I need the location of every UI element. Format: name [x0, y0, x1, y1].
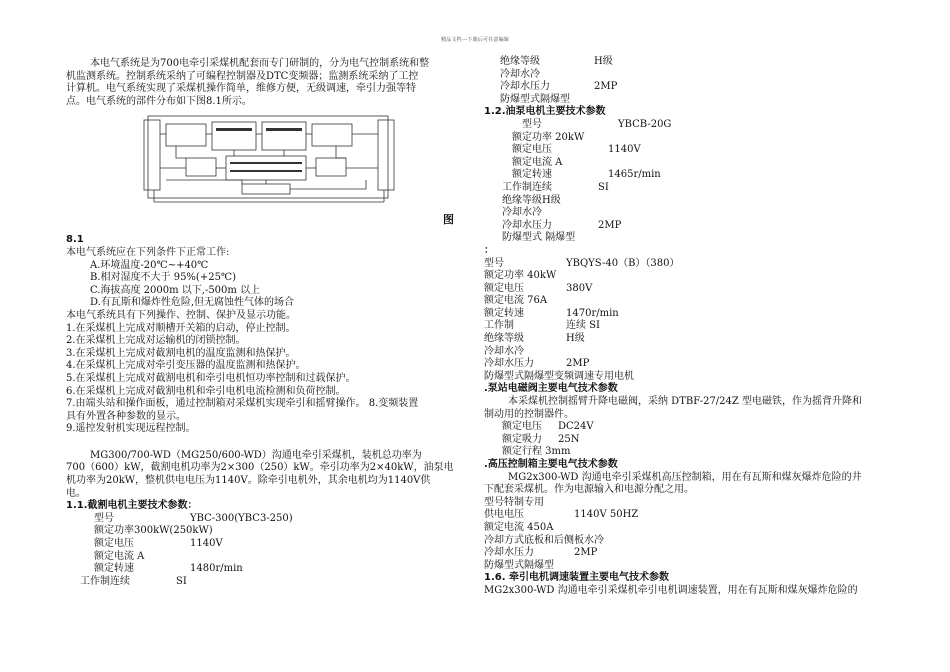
model-paragraph-line: 700（600）kW，截割电机功率为2×300（250）kW。牵引功率为2×40kW，油泵电: [66, 462, 454, 474]
function-item: 7.由端头站和操作面板，通过控制箱对采煤机实现牵引和摇臂操作。 8.变频装置: [66, 398, 419, 410]
param-value: YBQYS-40（B）（380）: [566, 257, 680, 269]
param-key: 绝缘等级H级: [502, 194, 561, 206]
param-key: 冷却水压力: [500, 81, 550, 93]
param-key: 额定功率 40kW: [484, 270, 557, 282]
param-value: 1140V 50HZ: [574, 509, 639, 521]
function-item: 5.在采煤机上完成对截割电机和牵引电机恒功率控制和过载保护。: [66, 372, 356, 384]
param-value: 2MP: [574, 547, 598, 559]
param-key: 额定功率300kW(250kW): [94, 525, 213, 537]
param-key: 供电电压: [484, 509, 524, 521]
param-key: 冷却方式底板和后侧板水冷: [484, 534, 604, 546]
param-key: 绝缘等级: [500, 56, 540, 67]
param-value: YBC-300(YBC3-250): [190, 512, 293, 524]
param-row: [484, 509, 904, 522]
param-row: [66, 551, 468, 564]
param-key: 冷却水压力: [502, 219, 552, 231]
section-1-6-title: 1.6. 牵引电机调速装置主要电气技术参数: [484, 572, 669, 584]
section-1-4-params: [484, 421, 904, 459]
param-key: 工作制: [484, 320, 514, 332]
intro-line: 本电气系统是为700电牵引采煤机配套而专门研制的，分为电气控制系统和整: [90, 58, 430, 69]
param-key: 额定功率 20kW: [512, 131, 585, 143]
param-key: 额定电压: [502, 421, 542, 433]
param-key: 防爆型式隔爆型: [500, 93, 570, 105]
section-1-3-title: ：: [484, 244, 494, 256]
param-row: [66, 576, 468, 589]
param-value: H级: [566, 333, 585, 345]
param-key: 冷却水压力: [484, 358, 534, 370]
param-row: [66, 525, 468, 538]
param-row: [66, 563, 468, 576]
condition-item: B.相对湿度不大于 95%(+25℃): [90, 272, 237, 284]
param-key: 额定电流 450A: [484, 521, 554, 533]
param-row: [484, 358, 904, 371]
intro-line: 计算机。电气系统实现了采煤机操作简单，维修方便，无级调速，牵引力强等特: [66, 83, 416, 95]
param-row: [484, 144, 904, 157]
param-value: H级: [594, 56, 613, 67]
param-value: 1465r/min: [608, 169, 661, 181]
param-row: [484, 535, 904, 548]
param-key: 额定转速: [94, 563, 134, 575]
param-value: SI: [176, 575, 187, 587]
section-1-4-para: 制动用的控制器件。: [484, 408, 574, 420]
layout-diagram-svg: [66, 110, 468, 228]
section-1-2-params: [484, 119, 904, 245]
param-row: [484, 220, 904, 233]
param-row: [500, 69, 904, 82]
param-row: [484, 258, 904, 271]
left-column: [66, 56, 468, 588]
param-key: 额定行程 3mm: [502, 446, 571, 458]
param-row: [500, 94, 904, 107]
section-1-3-params: [484, 258, 904, 384]
param-row: [484, 283, 904, 296]
param-row: [484, 182, 904, 195]
param-value: 25N: [558, 433, 580, 445]
param-row: [484, 132, 904, 145]
param-key: 冷却水冷: [484, 345, 524, 357]
function-item: 2.在采煤机上完成对运输机的闭锁控制。: [66, 335, 246, 347]
param-value: 1140V: [608, 144, 641, 156]
param-row: [66, 538, 468, 551]
function-item: 1.在采煤机上完成对顺槽开关箱的启动，停止控制。: [66, 322, 296, 334]
section-1-1-params: [66, 513, 468, 589]
function-item: 9.遥控发射机实现远程控制。: [66, 423, 196, 435]
param-key: 防爆型式隔爆型变频调速专用电机: [484, 370, 634, 382]
param-value: 2MP: [566, 358, 590, 370]
function-item: 6.在采煤机上完成对截割电机和牵引电机电流检测和负荷控制。: [66, 385, 346, 397]
model-paragraph-line: 机功率为20kW，整机供电电压为1140V。除牵引电机外，其余电机均为1140V供: [66, 475, 431, 487]
param-row: [484, 119, 904, 132]
intro-line: 点。电气系统的部件分布如下图8.1所示。: [66, 95, 252, 107]
figure-label: 图: [443, 213, 454, 227]
section-1-2-title: 1.2.油泵电机主要技术参数: [484, 106, 606, 118]
param-key: 工作制连续: [80, 575, 130, 587]
condition-item: A.环境温度-20℃~+40℃: [90, 259, 209, 271]
condition-item: D.有瓦斯和爆炸性危险,但无腐蚀性气体的场合: [90, 297, 295, 309]
conditions-intro: 本电气系统应在下列条件下正常工作:: [66, 246, 230, 258]
param-key: 额定电流 A: [94, 550, 145, 562]
param-value: 380V: [566, 282, 593, 294]
param-key: 冷却水压力: [484, 547, 534, 559]
param-value: YBCB-20G: [618, 118, 672, 130]
param-row: [500, 81, 904, 94]
param-row: [484, 320, 904, 333]
param-key: 额定电压: [94, 538, 134, 550]
section-1-1-title: 1.1.截割电机主要技术参数：: [66, 500, 198, 512]
param-row: [484, 560, 904, 573]
param-row: [484, 157, 904, 170]
function-item: 4.在采煤机上完成对牵引变压器的温度监测和热保护。: [66, 360, 306, 372]
param-key: 型号: [484, 257, 504, 269]
param-row: [66, 513, 468, 526]
param-row: [484, 371, 904, 384]
param-key: 额定转速: [484, 307, 524, 319]
motor-params-continued: [484, 56, 904, 106]
model-paragraph-line: 电。: [66, 487, 86, 499]
condition-item: C.海拔高度 2000m 以下,-500m 以上: [90, 284, 261, 296]
intro-line: 机监测系统。控制系统采纳了可编程控制器及DTC变频器；监测系统采纳了工控: [66, 70, 419, 82]
function-item: 3.在采煤机上完成对截割电机的温度监测和热保护。: [66, 347, 296, 359]
page-header: 精品文档---下载后可任意编辑: [440, 37, 510, 43]
param-key: 冷却水冷: [502, 207, 542, 219]
model-paragraph-line: MG300/700-WD（MG250/600-WD）沟通电牵引采煤机，装机总功率为: [90, 449, 422, 461]
function-item: 具有外置各种参数的显示。: [66, 410, 186, 422]
param-row: [484, 434, 904, 447]
param-row: [484, 195, 904, 208]
section-1-5-para: MG2x300-WD 沟通电牵引采煤机高压控制箱，用在有瓦斯和煤灰爆炸危险的井: [508, 471, 862, 483]
param-key: 绝缘等级: [484, 333, 524, 345]
param-value: 2MP: [594, 81, 618, 93]
param-row: [484, 421, 904, 434]
param-row: [484, 232, 904, 245]
param-row: [484, 169, 904, 182]
param-row: [484, 446, 904, 459]
param-row: [484, 522, 904, 535]
param-key: 型号特制专用: [484, 496, 544, 508]
section-1-5-para: 下配套采煤机。作为电源输入和电源分配之用。: [484, 484, 694, 496]
param-key: 额定电流 A: [512, 156, 563, 168]
param-row: [484, 497, 904, 510]
section-1-4-para: 本采煤机控制摇臂升降电磁阀，采纳 DTBF-27/24Z 型电磁铁，作为摇背升降和: [508, 396, 863, 408]
param-key: 额定吸力: [502, 433, 542, 445]
param-row: [484, 346, 904, 359]
param-key: 防爆型式隔爆型: [484, 559, 554, 571]
param-row: [484, 333, 904, 346]
param-key: 型号: [522, 118, 542, 130]
param-key: 额定电压: [512, 144, 552, 156]
param-row: [484, 295, 904, 308]
param-value: 2MP: [598, 219, 622, 231]
param-row: [484, 270, 904, 283]
param-value: 连续 SI: [566, 320, 600, 332]
section-1-6-para: MG2x300-WD 沟通电牵引采煤机牵引电机调速装置，用在有瓦斯和煤灰爆炸危险的: [484, 584, 858, 596]
param-key: 冷却水冷: [500, 68, 540, 80]
param-key: 额定电压: [484, 282, 524, 294]
param-key: 防爆型式 隔爆型: [502, 232, 576, 244]
param-value: 1480r/min: [190, 563, 243, 575]
param-value: SI: [598, 181, 609, 193]
param-value: DC24V: [558, 421, 594, 433]
param-row: [484, 547, 904, 560]
param-key: 型号: [94, 512, 114, 524]
param-key: 额定电流 76A: [484, 295, 548, 307]
param-row: [484, 308, 904, 321]
param-value: 1470r/min: [566, 307, 619, 319]
figure-number: 8.1: [66, 234, 84, 246]
functions-intro: 本电气系统具有下列操作、控制、保护及显示功能。: [66, 309, 296, 321]
right-column: [484, 56, 904, 598]
section-1-4-title: .泵站电磁阀主要电气技术参数: [484, 383, 618, 395]
param-key: 工作制连续: [502, 181, 552, 193]
param-value: 1140V: [190, 538, 223, 550]
param-row: [484, 207, 904, 220]
param-key: 额定转速: [512, 169, 552, 181]
section-1-5-params: [484, 497, 904, 573]
param-row: [500, 56, 904, 69]
section-1-5-title: .高压控制箱主要电气技术参数: [484, 459, 618, 470]
system-layout-diagram: [66, 110, 468, 228]
